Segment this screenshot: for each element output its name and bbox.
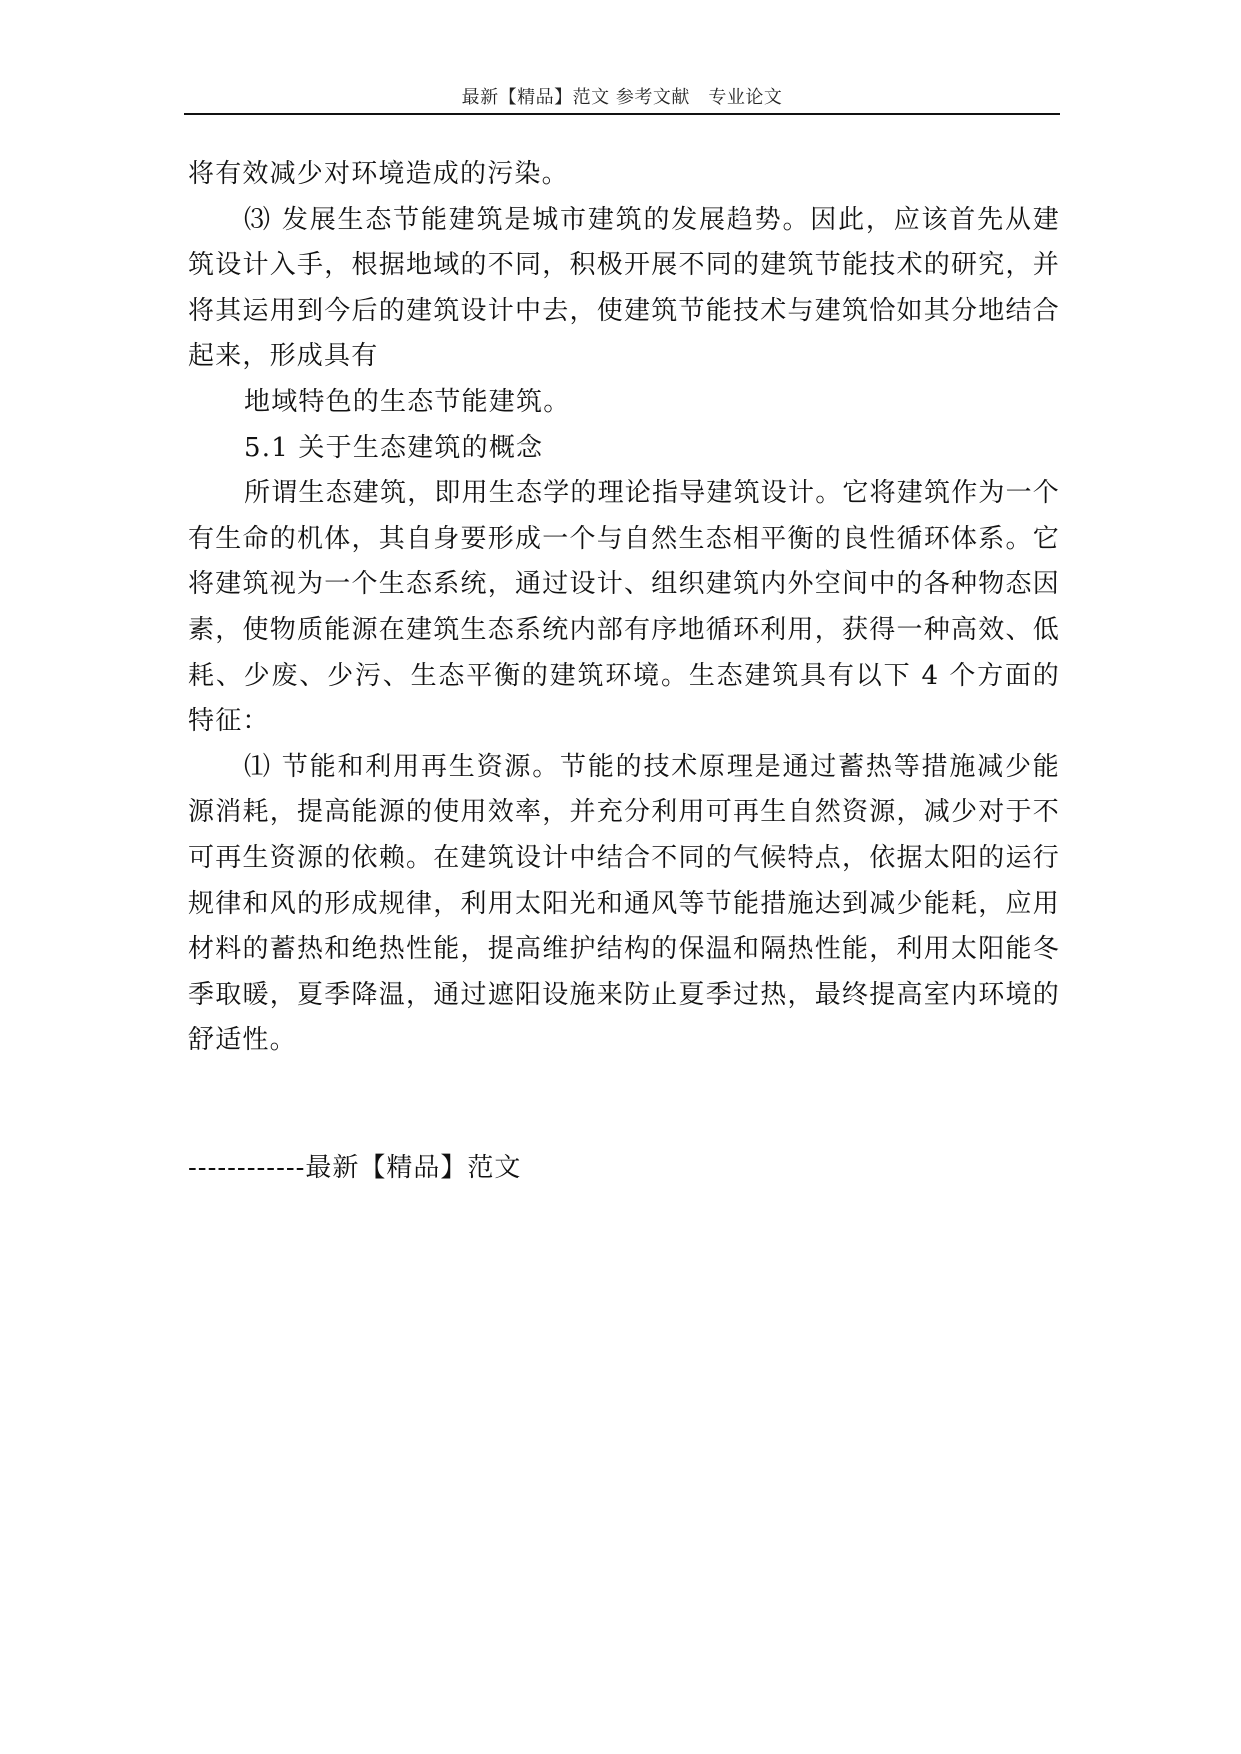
document-body xyxy=(188,152,1060,1064)
paragraph-point-1: ⑴ 节能和利用再生资源。节能的技术原理是通过蓄热等措施减少能源消耗，提高能源的使用效率，并充分利用可再生自然资源，减少对于不可再生资源的依赖。在建筑设计中结合不同的气候特点，依据太阳的运行规律和风的形成规律，利用太阳光和通风等节能措施达到减少能耗，应用材料的蓄热和绝热性能，提高维护结构的保温和隔热性能，利用太阳能冬季取暖，夏季降温，通过遮阳设施来防止夏季过热，最终提高室内环境的舒适性。 xyxy=(188,751,1060,1056)
page-footer: ------------最新【精品】范文 xyxy=(188,1153,522,1183)
paragraph-point-3: ⑶ 发展生态节能建筑是城市建筑的发展趋势。因此，应该首先从建筑设计入手，根据地域的不同，积极开展不同的建筑节能技术的研究，并将其运用到今后的建筑设计中去，使建筑节能技术与建筑恰如其分地结合起来，形成具有 xyxy=(188,204,1060,372)
page-header: 最新【精品】范文 参考文献 专业论文 xyxy=(461,87,783,108)
paragraph-continuation: 地域特色的生态节能建筑。 xyxy=(244,386,571,417)
paragraph-concept: 所谓生态建筑，即用生态学的理论指导建筑设计。它将建筑作为一个有生命的机体，其自身要形成一个与自然生态相平衡的良性循环体系。它将建筑视为一个生态系统，通过设计、组织建筑内外空间中的各种物态因素，使物质能源在建筑生态系统内部有序地循环利用，获得一种高效、低耗、少废、少污、生态平衡的建筑环境。生态建筑具有以下 4 个方面的特征： xyxy=(188,478,1061,737)
paragraph-intro: 将有效减少对环境造成的污染。 xyxy=(188,159,569,189)
header-divider xyxy=(184,113,1060,115)
section-heading: 5.1 关于生态建筑的概念 xyxy=(244,432,544,463)
